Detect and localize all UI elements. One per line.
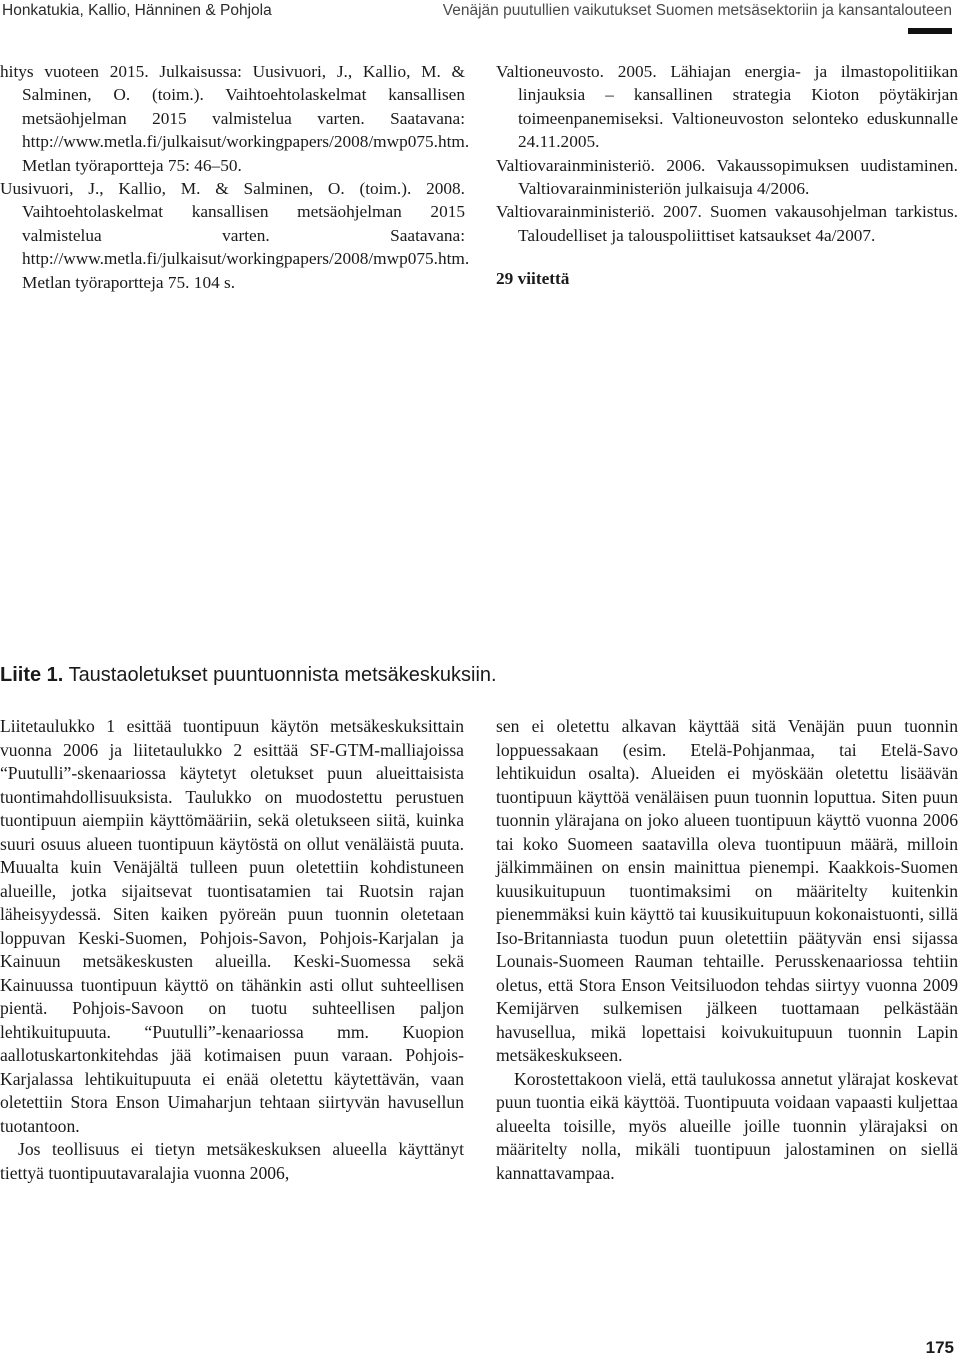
references-left-column	[0, 60, 470, 294]
header-title: Venäjän puutullien vaikutukset Suomen metsäsektoriin ja kansantalouteen	[442, 2, 952, 19]
body-paragraph: Jos teollisuus ei tietyn metsäkeskuksen alueella käyttänyt tiettyä tuontipuutavaralajia vuonna 2006,	[0, 1139, 464, 1183]
reference-entry: Valtiovarainministeriö. 2006. Vakaussopimuksen uudistaminen. Valtiovarainministeriön julkaisuja 4/2006.	[496, 155, 958, 199]
header-rule	[908, 28, 952, 34]
body-left-column	[0, 715, 464, 1185]
reference-entry: Uusivuori, J., Kallio, M. & Salminen, O. (toim.). 2008. Vaihtoehtolaskelmat kansallisen metsäohjelman 2015 valmistelua varten. Saatavana: http://www.metla.fi/julkaisut/workingpapers/2008/mwp075.htm. Metlan työraportteja 75. 104 s.	[0, 179, 470, 292]
body-paragraph: Korostettakoon vielä, että taulukossa annetut ylärajat koskevat puun tuontia eikä käyttöä. Tuontipuuta voidaan vapaasti kuljettaa alueelta toisille, myös alueille joille tuonnin ylärajaksi on määritelty nolla, mikäli tuontipuun jalostaminen on siellä kannattavampaa.	[496, 1068, 958, 1183]
reference-entry: Valtiovarainministeriö. 2007. Suomen vakausohjelman tarkistus. Taloudelliset ja talouspoliittiset katsaukset 4a/2007.	[496, 202, 958, 245]
body-paragraph: Liitetaulukko 1 esittää tuontipuun käytön metsäkeskuksittain vuonna 2006 ja liitetaulukko 2 esittää SF-GTM-malliajoissa “Puutulli”-skenaariossa käytetyt oletukset puun alueittaisista tuontimahdollisuuksista. Taulukko on muodostettu perustuen tuontipuun aiempiin käyttömääriin, sekä oletukseen siitä, kuinka suuri osuus alueen tuontipuun käytöstä on ollut venäläistä puuta. Muualta kuin Venäjältä tulleen puun oletettiin kohdistuneen alueille, jotka sijaitsevat tuontisatamien tai Ruotsin rajan läheisyydessä. Siten kaiken pyöreän puun tuonnin oletetaan loppuvan Keski-Suomen, Pohjois-Savon, Pohjois-Karjalan ja Kainuun metsäkeskusten alueilla. Keski-Suomessa sekä Kainuussa tuontipuun käyttö on tähänkin asti ollut suhteellisen pientä. Pohjois-Savoon on tuotu suhteellisen paljon lehtikuitupuuta. “Puutulli”-kenaariossa mm. Kuopion aallotuskartonkitehdas jää kotimaisen puun varaan. Pohjois-Karjalassa lehtikuitupuuta ei enää oletettu käytettävän, vaan oletettiin Stora Enson Uimaharjun tehtaan siirtyvän havusellun tuotantoon.	[0, 716, 464, 1136]
reference-entry: Valtioneuvosto. 2005. Lähiajan energia- ja ilmastopolitiikan linjauksia – kansallinen strategia Kioton pöytäkirjan toimeenpanemiseksi. Valtioneuvoston selonteko eduskunnalle 24.11.2005.	[496, 62, 958, 152]
references-right-column	[496, 60, 958, 291]
body-paragraph: sen ei oletettu alkavan käyttää sitä Venäjän puun tuonnin loppuessakaan (esim. Etelä-Pohjanmaa, tai Etelä-Savo lehtikuidun osalta). Alueiden ei myöskään oletettu lisäävän tuontipuun käyttöä venäläisen puun tuonnin loputtua. Siten puun tuonnin ylärajana on joko alueen tuontipuun käyttö vuonna 2006 tai koko Suomeen saatavilla oleva tuontipuun määrä, milloin jälkimmäinen on ensin mainittua pienempi. Kaakkois-Suomen kuusikuitupuun tuontimaksimi on määritelty kuitenkin pienemmäksi kuin käyttö tai kuusikuitupuun kokonaistuonti, sillä Iso-Britanniasta tuodun puun oletettiin päätyvän ensi sijassa Lounais-Suomeen Rauman tehtaille. Perusskenaariossa tehtiin oletus, että Stora Enson Veitsiluodon tehdas siirtyy vuonna 2009 Kemijärven sulkemisen jälkeen tuottamaan pelkästään havusellua, mikä lopettaisi koivukuitupuun tuonnin Lapin metsäkeskukseen.	[496, 716, 958, 1065]
reference-count: 29 viitettä	[496, 269, 570, 289]
running-header	[0, 0, 960, 22]
header-authors: Honkatukia, Kallio, Hänninen & Pohjola	[2, 2, 272, 19]
reference-entry: hitys vuoteen 2015. Julkaisussa: Uusivuori, J., Kallio, M. & Salminen, O. (toim.). Vaihtoehtolaskelmat kansallisen metsäohjelman 2015 valmistelua varten. Saatavana: http://www.metla.fi/julkaisut/workingpapers/2008/mwp075.htm. Metlan työraportteja 75: 46–50.	[0, 62, 470, 175]
appendix-heading	[0, 662, 960, 688]
appendix-label: Liite 1.	[0, 664, 64, 686]
page-number: 175	[925, 1338, 954, 1357]
body-right-column	[496, 715, 958, 1185]
appendix-title: Taustaoletukset puuntuonnista metsäkeskuksiin.	[68, 664, 497, 686]
